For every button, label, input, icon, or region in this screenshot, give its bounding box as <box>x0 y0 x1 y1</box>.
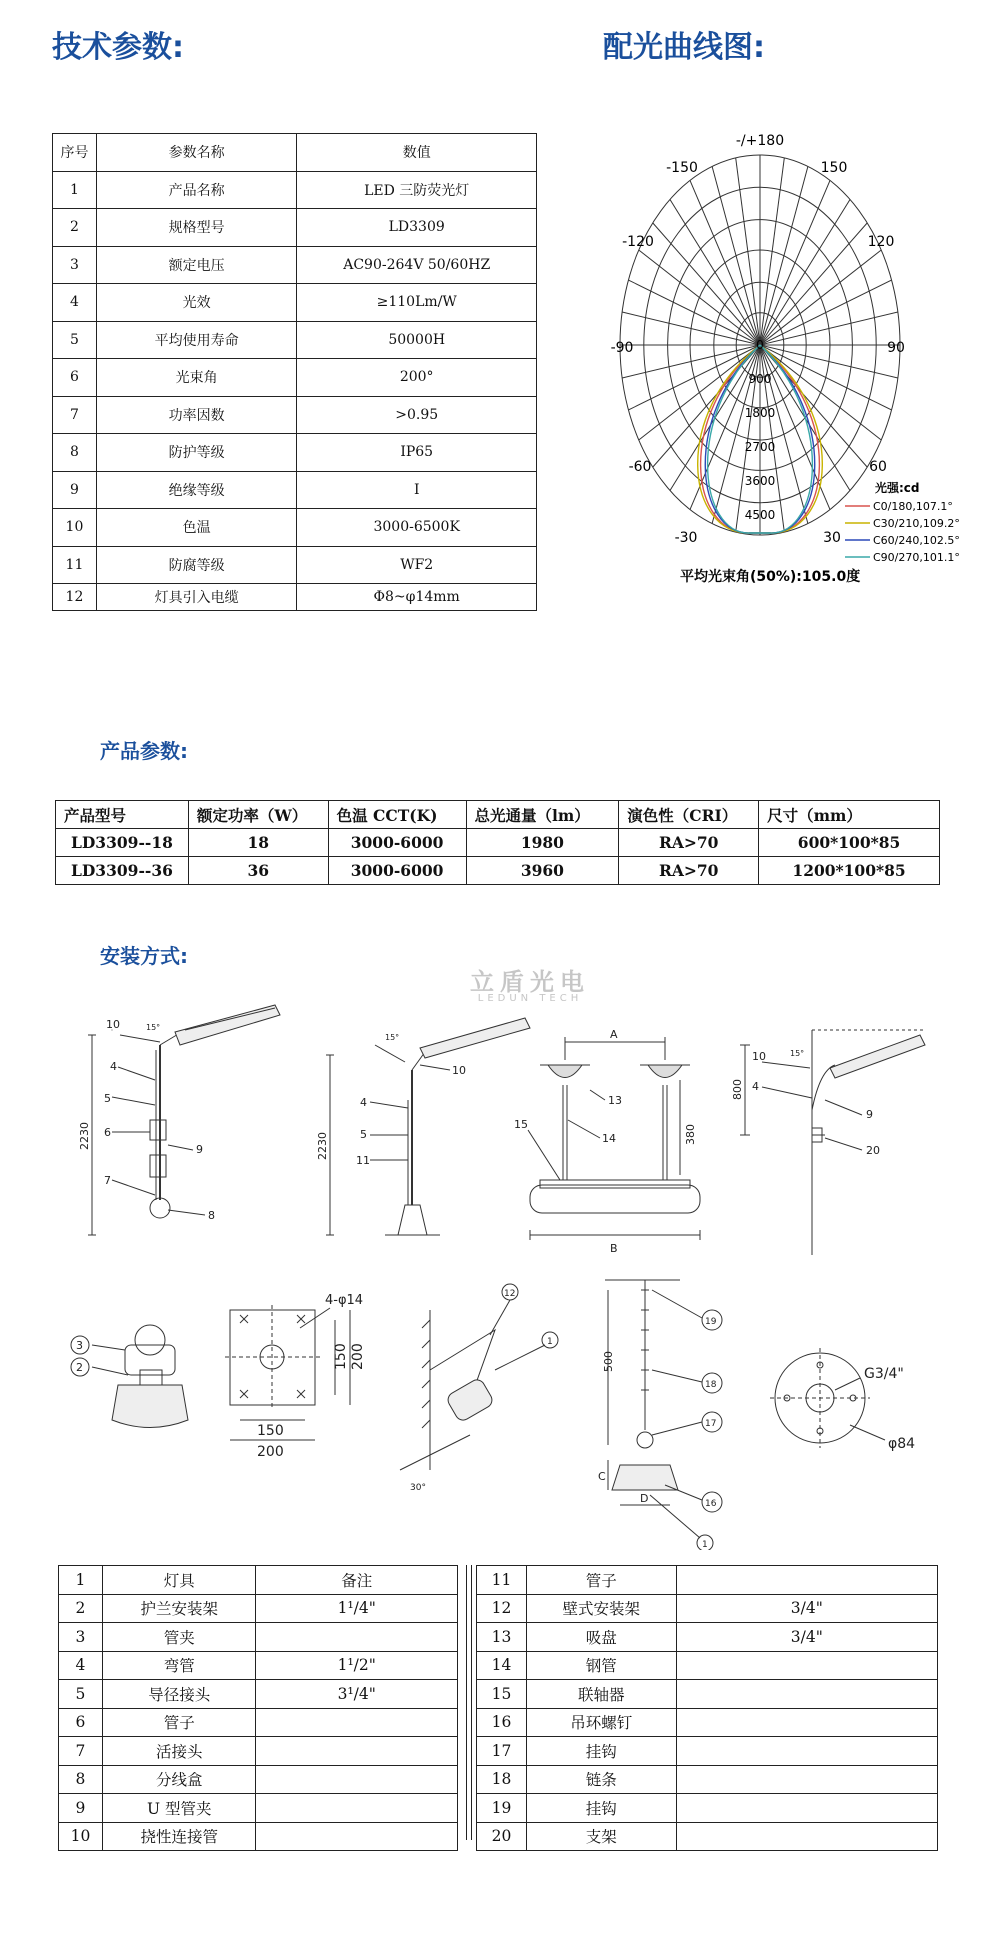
drawing-chain-pendant <box>598 1280 722 1550</box>
d1-label-height: 2230 <box>78 1122 91 1150</box>
part-cell: 6 <box>59 1708 103 1737</box>
spec-cell: LD3309 <box>297 209 537 247</box>
part-cell: 管子 <box>526 1566 676 1595</box>
part-cell: 挂钩 <box>526 1737 676 1766</box>
part-cell: 14 <box>477 1651 527 1680</box>
d2-label-5: 5 <box>360 1128 367 1141</box>
product-cell: 3000-6000 <box>328 857 466 885</box>
spec-cell: 灯具引入电缆 <box>96 584 296 611</box>
product-cell: 1200*100*85 <box>759 857 940 885</box>
parts-table-right <box>476 1565 938 1851</box>
angle-label-n30: -30 <box>674 530 698 546</box>
legend-label: C90/270,101.1° <box>873 551 960 564</box>
spec-cell: 6 <box>53 359 97 397</box>
spec-row <box>53 359 537 397</box>
d5-label-3: 3 <box>76 1339 83 1352</box>
part-cell: 15 <box>477 1680 527 1709</box>
angle-label-top: -/+180 <box>735 133 785 149</box>
spec-row <box>53 509 537 547</box>
part-cell <box>256 1822 458 1851</box>
d1-label-angle: 15° <box>146 1023 161 1032</box>
part-cell: 16 <box>477 1708 527 1737</box>
spec-cell: WF2 <box>297 546 537 584</box>
part-cell: 挠性连接管 <box>102 1822 256 1851</box>
part-row <box>59 1822 458 1851</box>
part-cell: 导径接头 <box>102 1680 256 1709</box>
spec-row <box>53 434 537 472</box>
part-cell: 4 <box>59 1651 103 1680</box>
product-header-cell: 产品型号 <box>56 801 189 829</box>
part-cell: 吊环螺钉 <box>526 1708 676 1737</box>
spec-cell: IP65 <box>297 434 537 472</box>
d8-label-18: 18 <box>705 1380 717 1390</box>
part-row <box>477 1623 938 1652</box>
angle-label-p120: 120 <box>867 234 895 250</box>
part-row <box>477 1680 938 1709</box>
d2-label-angle: 15° <box>385 1033 400 1042</box>
part-row <box>477 1708 938 1737</box>
angle-label-n60: -60 <box>628 459 652 475</box>
product-row <box>56 829 940 857</box>
part-cell: 8 <box>59 1765 103 1794</box>
product-cell: 1980 <box>466 829 619 857</box>
spec-row <box>53 584 537 611</box>
d6-label-h150: 150 <box>333 1343 349 1370</box>
tech-spec-table <box>52 133 537 611</box>
part-cell <box>256 1623 458 1652</box>
product-row <box>56 857 940 885</box>
product-cell: 36 <box>188 857 328 885</box>
part-cell: 吸盘 <box>526 1623 676 1652</box>
spec-cell: 4 <box>53 284 97 322</box>
d9-label-dia: φ84 <box>888 1436 916 1452</box>
part-row <box>477 1566 938 1595</box>
drawing-round-plate <box>770 1348 915 1452</box>
d1-label-8: 8 <box>208 1209 215 1222</box>
part-row <box>59 1737 458 1766</box>
part-cell <box>676 1794 937 1823</box>
d4-label-10: 10 <box>752 1050 766 1063</box>
spec-header-cell: 参数名称 <box>96 134 296 172</box>
d8-label-17: 17 <box>705 1419 717 1429</box>
d7-label-angle: 30° <box>410 1483 426 1493</box>
spec-cell: 3000-6500K <box>297 509 537 547</box>
d1-label-7: 7 <box>104 1174 111 1187</box>
part-cell: 1 <box>59 1566 103 1595</box>
radial-label: 0 <box>756 338 764 352</box>
radial-label: 4500 <box>744 508 776 522</box>
d8-label-500: 500 <box>602 1351 615 1372</box>
d8-label-d: D <box>640 1492 649 1505</box>
angle-label-n120: -120 <box>622 234 654 250</box>
parts-table-left <box>58 1565 458 1851</box>
angle-label-p150: 150 <box>820 160 848 176</box>
d6-label-h200: 200 <box>350 1343 366 1370</box>
d5-label-2: 2 <box>76 1361 83 1374</box>
part-cell: 管夹 <box>102 1623 256 1652</box>
part-cell: 壁式安装架 <box>526 1594 676 1623</box>
spec-cell: 规格型号 <box>96 209 296 247</box>
part-cell: 17 <box>477 1737 527 1766</box>
part-row <box>59 1651 458 1680</box>
light-distribution-chart <box>600 125 1000 595</box>
d8-label-1: 1 <box>702 1540 708 1550</box>
part-cell: 1¹/4" <box>256 1594 458 1623</box>
spec-cell: 1 <box>53 171 97 209</box>
d7-label-1: 1 <box>547 1337 553 1347</box>
part-cell <box>676 1566 937 1595</box>
spec-cell: 额定电压 <box>96 246 296 284</box>
d3-label-b: B <box>610 1242 618 1255</box>
part-cell: 3¹/4" <box>256 1680 458 1709</box>
d4-label-20: 20 <box>866 1144 880 1157</box>
drawing-pipe-clamp <box>71 1325 188 1428</box>
part-cell <box>676 1822 937 1851</box>
spec-row <box>53 284 537 322</box>
spec-header-cell: 序号 <box>53 134 97 172</box>
spec-cell: 产品名称 <box>96 171 296 209</box>
part-row <box>477 1651 938 1680</box>
part-row <box>477 1594 938 1623</box>
part-cell: 3/4" <box>676 1594 937 1623</box>
part-row <box>59 1794 458 1823</box>
radial-label: 2700 <box>744 440 776 454</box>
product-cell: 18 <box>188 829 328 857</box>
part-cell: 挂钩 <box>526 1794 676 1823</box>
part-cell <box>676 1737 937 1766</box>
angle-label-p90: 90 <box>887 340 905 356</box>
spec-cell: 12 <box>53 584 97 611</box>
angle-label-n90: -90 <box>610 340 634 356</box>
d1-label-4: 4 <box>110 1060 117 1073</box>
spec-cell: 8 <box>53 434 97 472</box>
part-cell: 钢管 <box>526 1651 676 1680</box>
part-row <box>477 1765 938 1794</box>
spec-row <box>53 209 537 247</box>
part-cell: 11 <box>477 1566 527 1595</box>
legend-title: 光强:cd <box>875 481 920 495</box>
part-cell: 联轴器 <box>526 1680 676 1709</box>
part-cell: 18 <box>477 1765 527 1794</box>
product-params-heading: 产品参数: <box>100 739 188 763</box>
product-cell: 600*100*85 <box>759 829 940 857</box>
d8-label-c: C <box>598 1470 606 1483</box>
product-cell: RA>70 <box>619 857 759 885</box>
product-cell: 3960 <box>466 857 619 885</box>
spec-row <box>53 546 537 584</box>
d3-label-a: A <box>610 1028 618 1041</box>
spec-cell: 50000H <box>297 321 537 359</box>
spec-cell: 色温 <box>96 509 296 547</box>
light-curve-heading: 配光曲线图: <box>603 30 765 65</box>
d3-label-15: 15 <box>514 1118 528 1131</box>
part-cell: 弯管 <box>102 1651 256 1680</box>
part-cell: 护兰安装架 <box>102 1594 256 1623</box>
product-header-cell: 总光通量（lm） <box>466 801 619 829</box>
part-row <box>59 1765 458 1794</box>
spec-cell: 5 <box>53 321 97 359</box>
d4-label-800: 800 <box>731 1079 744 1100</box>
part-cell: 5 <box>59 1680 103 1709</box>
d6-label-w200: 200 <box>257 1444 284 1460</box>
tech-params-heading: 技术参数: <box>52 30 184 65</box>
d1-label-5: 5 <box>104 1092 111 1105</box>
part-cell: 9 <box>59 1794 103 1823</box>
d2-label-11: 11 <box>356 1154 370 1167</box>
drawing-pole-base <box>316 1018 530 1235</box>
part-cell: 10 <box>59 1822 103 1851</box>
part-cell <box>676 1708 937 1737</box>
spec-cell: >0.95 <box>297 396 537 434</box>
spec-cell: LED 三防荧光灯 <box>297 171 537 209</box>
part-cell: 20 <box>477 1822 527 1851</box>
d3-label-380: 380 <box>684 1124 697 1145</box>
spec-cell: 光效 <box>96 284 296 322</box>
d1-label-9: 9 <box>196 1143 203 1156</box>
part-cell <box>256 1765 458 1794</box>
radial-label: 1800 <box>744 406 776 420</box>
d9-label-thread: G3/4" <box>864 1366 904 1382</box>
legend-label: C60/240,102.5° <box>873 534 960 547</box>
d6-label-holes: 4-φ14 <box>325 1293 364 1308</box>
watermark-en: LEDUN TECH <box>477 993 583 1004</box>
part-cell <box>676 1651 937 1680</box>
part-cell: 1¹/2" <box>256 1651 458 1680</box>
radial-label: 900 <box>748 372 772 386</box>
spec-header-row <box>53 134 537 172</box>
d8-label-19: 19 <box>705 1317 717 1327</box>
d2-label-4: 4 <box>360 1096 367 1109</box>
spec-cell: 3 <box>53 246 97 284</box>
angle-label-p30: 30 <box>823 530 841 546</box>
spec-cell: 10 <box>53 509 97 547</box>
part-cell <box>256 1737 458 1766</box>
beam-angle-caption: 平均光束角(50%):105.0度 <box>680 569 861 585</box>
d7-label-12: 12 <box>504 1289 516 1299</box>
spec-row <box>53 246 537 284</box>
spec-cell: 11 <box>53 546 97 584</box>
part-row <box>59 1594 458 1623</box>
d8-label-16: 16 <box>705 1499 717 1509</box>
drawing-wall-bracket <box>731 1030 925 1255</box>
part-cell: 分线盒 <box>102 1765 256 1794</box>
part-row <box>59 1680 458 1709</box>
part-cell: 备注 <box>256 1566 458 1595</box>
spec-cell: 9 <box>53 471 97 509</box>
d3-label-14: 14 <box>602 1132 616 1145</box>
part-row <box>477 1794 938 1823</box>
installation-heading: 安装方式: <box>100 944 188 968</box>
product-header-cell: 演色性（CRI） <box>619 801 759 829</box>
spec-cell: 防护等级 <box>96 434 296 472</box>
part-row <box>59 1566 458 1595</box>
legend-label: C30/210,109.2° <box>873 517 960 530</box>
product-header-row <box>56 801 940 829</box>
d1-label-10: 10 <box>106 1018 120 1031</box>
product-cell: RA>70 <box>619 829 759 857</box>
spec-cell: 2 <box>53 209 97 247</box>
installation-drawings <box>0 990 1000 1550</box>
part-cell: 支架 <box>526 1822 676 1851</box>
part-cell: 19 <box>477 1794 527 1823</box>
product-header-cell: 色温 CCT(K) <box>328 801 466 829</box>
d2-label-height: 2230 <box>316 1132 329 1160</box>
product-params-table <box>55 800 940 885</box>
part-row <box>59 1708 458 1737</box>
part-cell: 管子 <box>102 1708 256 1737</box>
spec-header-cell: 数值 <box>297 134 537 172</box>
spec-row <box>53 396 537 434</box>
spec-cell: ≥110Lm/W <box>297 284 537 322</box>
legend-label: C0/180,107.1° <box>873 500 953 513</box>
spec-cell: 7 <box>53 396 97 434</box>
spec-cell: 绝缘等级 <box>96 471 296 509</box>
part-cell: 13 <box>477 1623 527 1652</box>
product-cell: LD3309--36 <box>56 857 189 885</box>
part-cell <box>256 1708 458 1737</box>
part-cell <box>256 1794 458 1823</box>
drawing-flange-plate <box>225 1293 366 1460</box>
d6-label-w150: 150 <box>257 1423 284 1439</box>
spec-cell: 平均使用寿命 <box>96 321 296 359</box>
drawing-pole-mount <box>78 1005 280 1235</box>
radial-label: 3600 <box>744 474 776 488</box>
part-cell: 链条 <box>526 1765 676 1794</box>
part-cell: 3 <box>59 1623 103 1652</box>
spec-row <box>53 321 537 359</box>
part-cell <box>676 1680 937 1709</box>
spec-row <box>53 171 537 209</box>
spec-cell: 光束角 <box>96 359 296 397</box>
d1-label-6: 6 <box>104 1126 111 1139</box>
d4-label-angle: 15° <box>790 1049 805 1058</box>
spec-cell: 功率因数 <box>96 396 296 434</box>
spec-cell: Ⅰ <box>297 471 537 509</box>
spec-row <box>53 471 537 509</box>
spec-cell: AC90-264V 50/60HZ <box>297 246 537 284</box>
watermark-cn: 立盾光电 <box>470 968 590 996</box>
part-cell: U 型管夹 <box>102 1794 256 1823</box>
spec-cell: 防腐等级 <box>96 546 296 584</box>
part-cell: 12 <box>477 1594 527 1623</box>
product-cell: LD3309--18 <box>56 829 189 857</box>
spec-cell: Φ8~φ14mm <box>297 584 537 611</box>
drawing-wall-angled <box>400 1284 558 1493</box>
part-cell: 2 <box>59 1594 103 1623</box>
angle-label-n150: -150 <box>666 160 698 176</box>
part-cell: 3/4" <box>676 1623 937 1652</box>
spec-cell: 200° <box>297 359 537 397</box>
part-cell: 灯具 <box>102 1566 256 1595</box>
d3-label-13: 13 <box>608 1094 622 1107</box>
product-cell: 3000-6000 <box>328 829 466 857</box>
part-cell: 活接头 <box>102 1737 256 1766</box>
part-row <box>477 1737 938 1766</box>
product-header-cell: 尺寸（mm） <box>759 801 940 829</box>
angle-label-p60: 60 <box>869 459 887 475</box>
parts-table-divider <box>466 1565 472 1840</box>
part-row <box>59 1623 458 1652</box>
d2-label-10: 10 <box>452 1064 466 1077</box>
part-row <box>477 1822 938 1851</box>
d4-label-9: 9 <box>866 1108 873 1121</box>
product-header-cell: 额定功率（W） <box>188 801 328 829</box>
part-cell: 7 <box>59 1737 103 1766</box>
d4-label-4: 4 <box>752 1080 759 1093</box>
drawing-ceiling-suspension <box>514 1028 700 1255</box>
part-cell <box>676 1765 937 1794</box>
